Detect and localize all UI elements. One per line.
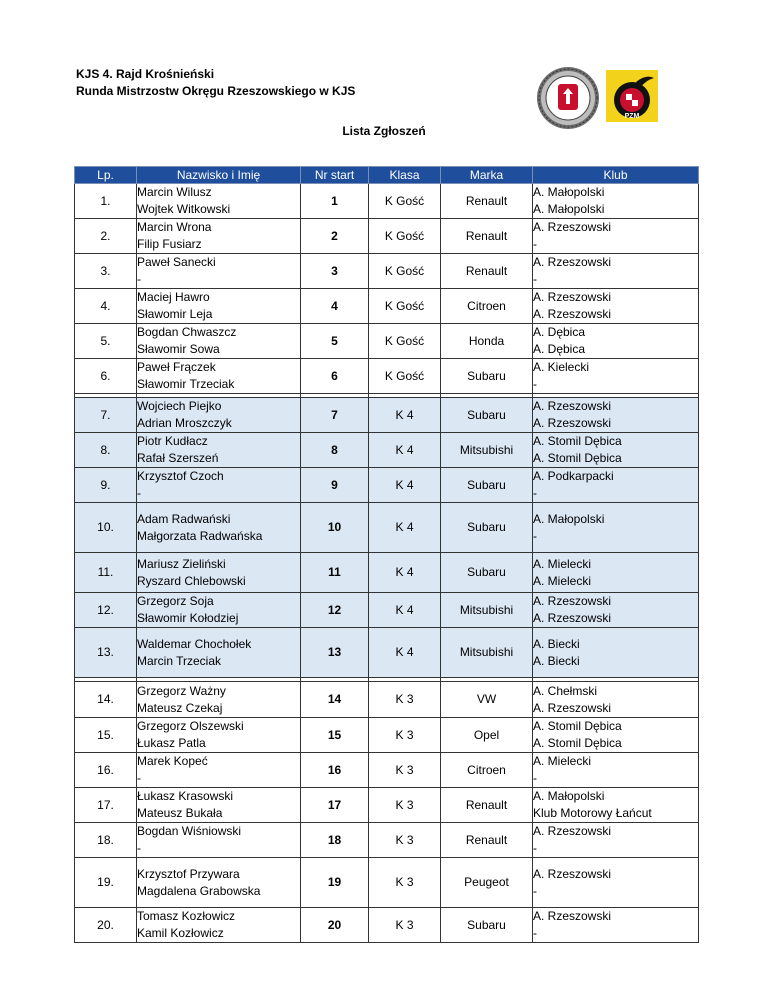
driver-name: - — [137, 486, 141, 500]
cell-klub — [533, 553, 699, 593]
cell-names — [137, 219, 301, 254]
cell-klasa: K 4 — [369, 433, 441, 468]
club-name: A. Małopolski — [533, 511, 605, 526]
cell-nr-start: 17 — [301, 788, 369, 823]
cell-klasa: K Gość — [369, 359, 441, 394]
cell-lp: 6. — [75, 359, 137, 394]
driver-name: Grzegorz Soja — [137, 594, 214, 608]
cell-klasa: K 3 — [369, 823, 441, 858]
cell-nr-start: 10 — [301, 503, 369, 553]
cell-klasa: K 3 — [369, 682, 441, 718]
table-row — [75, 753, 699, 788]
cell-nr-start: 13 — [301, 628, 369, 678]
table-row — [75, 254, 699, 289]
cell-klub — [533, 219, 699, 254]
cell-lp: 3. — [75, 254, 137, 289]
table-row — [75, 503, 699, 553]
cell-nr-start: 20 — [301, 908, 369, 943]
event-subtitle: Runda Mistrzostw Okręgu Rzeszowskiego w KJS — [76, 84, 356, 98]
cell-marka: Mitsubishi — [441, 593, 533, 628]
cell-lp: 16. — [75, 753, 137, 788]
club-name: A. Małopolski — [533, 185, 605, 199]
club-name: - — [533, 926, 537, 940]
cell-nr-start: 4 — [301, 289, 369, 324]
cell-klub — [533, 858, 699, 908]
cell-nr-start: 11 — [301, 553, 369, 593]
driver-name: Łukasz Patla — [137, 736, 206, 750]
driver-name: Sławomir Kołodziej — [137, 611, 239, 625]
cell-names — [137, 908, 301, 943]
cell-names — [137, 503, 301, 553]
club-name: - — [533, 237, 537, 251]
club-name: A. Rzeszowski — [533, 700, 612, 715]
club-name: A. Małopolski — [533, 202, 605, 216]
cell-klasa: K Gość — [369, 289, 441, 324]
cell-names — [137, 254, 301, 289]
column-header-marka: Marka — [441, 167, 533, 184]
driver-name: Bogdan Chwaszcz — [137, 325, 237, 339]
driver-name: Krzysztof Przywara — [137, 866, 240, 881]
cell-klasa: K 4 — [369, 468, 441, 503]
driver-name: Maciej Hawro — [137, 290, 210, 304]
cell-klasa: K 3 — [369, 753, 441, 788]
cell-klub — [533, 468, 699, 503]
cell-lp: 15. — [75, 718, 137, 753]
cell-nr-start: 1 — [301, 184, 369, 219]
driver-name: Paweł Sanecki — [137, 255, 216, 269]
club-name: - — [533, 771, 537, 785]
driver-name: Wojciech Piejko — [137, 399, 222, 413]
driver-name: Adrian Mroszczyk — [137, 416, 232, 430]
driver-name: Filip Fusiarz — [137, 237, 202, 251]
club-name: A. Mielecki — [533, 754, 592, 768]
cell-names — [137, 593, 301, 628]
club-name: A. Stomil Dębica — [533, 451, 622, 465]
cell-marka: Subaru — [441, 553, 533, 593]
cell-klub — [533, 682, 699, 718]
table-row — [75, 219, 699, 254]
cell-lp: 8. — [75, 433, 137, 468]
driver-name: Ryszard Chlebowski — [137, 573, 246, 588]
club-name: A. Rzeszowski — [533, 909, 612, 923]
club-name: A. Małopolski — [533, 789, 605, 803]
driver-name: Grzegorz Ważny — [137, 683, 226, 698]
cell-klasa: K 4 — [369, 398, 441, 433]
cell-lp: 19. — [75, 858, 137, 908]
driver-name: Marcin Wilusz — [137, 185, 212, 199]
cell-lp: 2. — [75, 219, 137, 254]
cell-klub — [533, 718, 699, 753]
cell-klub — [533, 433, 699, 468]
club-name: A. Dębica — [533, 325, 586, 339]
pzm-logo — [606, 70, 658, 122]
cell-nr-start: 6 — [301, 359, 369, 394]
club-name: - — [533, 377, 537, 391]
cell-names — [137, 823, 301, 858]
club-name: A. Stomil Dębica — [533, 719, 622, 733]
driver-name: Łukasz Krasowski — [137, 789, 234, 803]
column-header-klub: Klub — [533, 167, 699, 184]
cell-nr-start: 7 — [301, 398, 369, 433]
table-row — [75, 553, 699, 593]
cell-klub — [533, 823, 699, 858]
cell-names — [137, 289, 301, 324]
cell-marka: Subaru — [441, 398, 533, 433]
club-name: - — [533, 841, 537, 855]
driver-name: Rafał Szerszeń — [137, 451, 219, 465]
cell-nr-start: 15 — [301, 718, 369, 753]
driver-name: Bogdan Wiśniowski — [137, 824, 242, 838]
club-name: - — [533, 883, 537, 898]
driver-name: Adam Radwański — [137, 511, 231, 526]
club-emblem-logo — [536, 66, 600, 130]
cell-names — [137, 718, 301, 753]
cell-marka: Peugeot — [441, 858, 533, 908]
cell-klasa: K 4 — [369, 628, 441, 678]
column-header-klasa: Klasa — [369, 167, 441, 184]
cell-marka: Renault — [441, 254, 533, 289]
cell-lp: 12. — [75, 593, 137, 628]
club-name: - — [533, 486, 537, 500]
cell-names — [137, 682, 301, 718]
driver-name: Wojtek Witkowski — [137, 202, 231, 216]
club-name: Klub Motorowy Łańcut — [533, 806, 652, 820]
cell-klasa: K 3 — [369, 908, 441, 943]
cell-klub — [533, 289, 699, 324]
cell-marka: VW — [441, 682, 533, 718]
cell-nr-start: 18 — [301, 823, 369, 858]
cell-klasa: K 3 — [369, 788, 441, 823]
driver-name: Sławomir Leja — [137, 307, 213, 321]
driver-name: - — [137, 841, 141, 855]
cell-lp: 11. — [75, 553, 137, 593]
cell-klasa: K 3 — [369, 858, 441, 908]
cell-nr-start: 9 — [301, 468, 369, 503]
driver-name: - — [137, 771, 141, 785]
club-name: - — [533, 272, 537, 286]
cell-marka: Mitsubishi — [441, 628, 533, 678]
cell-nr-start: 3 — [301, 254, 369, 289]
driver-name: Sławomir Trzeciak — [137, 377, 235, 391]
driver-name: Paweł Frączek — [137, 360, 216, 374]
column-header-nr-start: Nr start — [301, 167, 369, 184]
cell-nr-start: 14 — [301, 682, 369, 718]
cell-nr-start: 5 — [301, 324, 369, 359]
cell-names — [137, 788, 301, 823]
driver-name: Waldemar Chochołek — [137, 636, 252, 651]
cell-lp: 17. — [75, 788, 137, 823]
cell-lp: 5. — [75, 324, 137, 359]
driver-name: Mariusz Zieliński — [137, 556, 226, 571]
club-name: A. Rzeszowski — [533, 416, 612, 430]
table-row — [75, 468, 699, 503]
club-name: A. Stomil Dębica — [533, 434, 622, 448]
cell-names — [137, 628, 301, 678]
cell-nr-start: 16 — [301, 753, 369, 788]
cell-names — [137, 324, 301, 359]
club-name: A. Dębica — [533, 342, 586, 356]
cell-marka: Mitsubishi — [441, 433, 533, 468]
cell-klub — [533, 753, 699, 788]
table-row — [75, 908, 699, 943]
club-name: A. Podkarpacki — [533, 469, 614, 483]
document-header — [76, 66, 355, 100]
club-name: A. Rzeszowski — [533, 824, 612, 838]
cell-marka: Subaru — [441, 503, 533, 553]
table-row — [75, 682, 699, 718]
cell-names — [137, 184, 301, 219]
cell-klasa: K 4 — [369, 553, 441, 593]
driver-name: Mateusz Bukała — [137, 806, 223, 820]
club-name: A. Rzeszowski — [533, 307, 612, 321]
cell-klasa: K 4 — [369, 593, 441, 628]
cell-marka: Subaru — [441, 468, 533, 503]
cell-nr-start: 2 — [301, 219, 369, 254]
cell-marka: Subaru — [441, 359, 533, 394]
cell-klub — [533, 788, 699, 823]
cell-lp: 4. — [75, 289, 137, 324]
cell-klasa: K Gość — [369, 184, 441, 219]
cell-marka: Subaru — [441, 908, 533, 943]
club-name: A. Rzeszowski — [533, 290, 612, 304]
column-header-lp: Lp. — [75, 167, 137, 184]
cell-lp: 18. — [75, 823, 137, 858]
driver-name: Marcin Trzeciak — [137, 653, 222, 668]
driver-name: Grzegorz Olszewski — [137, 719, 244, 733]
table-row — [75, 628, 699, 678]
table-header-row — [75, 167, 699, 184]
cell-lp: 20. — [75, 908, 137, 943]
cell-names — [137, 468, 301, 503]
cell-nr-start: 8 — [301, 433, 369, 468]
table-row — [75, 433, 699, 468]
cell-marka: Citroen — [441, 289, 533, 324]
cell-klub — [533, 908, 699, 943]
cell-klasa: K Gość — [369, 254, 441, 289]
cell-lp: 1. — [75, 184, 137, 219]
club-name: A. Rzeszowski — [533, 399, 612, 413]
cell-marka: Renault — [441, 184, 533, 219]
club-name: - — [533, 528, 537, 543]
cell-lp: 13. — [75, 628, 137, 678]
club-name: A. Rzeszowski — [533, 594, 612, 608]
table-row — [75, 289, 699, 324]
cell-marka: Renault — [441, 823, 533, 858]
driver-name: Mateusz Czekaj — [137, 700, 223, 715]
entries-body — [75, 184, 699, 943]
driver-name: Kamil Kozłowicz — [137, 926, 224, 940]
table-row — [75, 359, 699, 394]
cell-klub — [533, 398, 699, 433]
driver-name: Sławomir Sowa — [137, 342, 220, 356]
cell-names — [137, 433, 301, 468]
driver-name: - — [137, 272, 141, 286]
club-name: A. Rzeszowski — [533, 220, 612, 234]
cell-names — [137, 359, 301, 394]
event-title: KJS 4. Rajd Krośnieński — [76, 67, 215, 81]
cell-names — [137, 553, 301, 593]
cell-nr-start: 19 — [301, 858, 369, 908]
cell-klasa: K 3 — [369, 718, 441, 753]
cell-marka: Opel — [441, 718, 533, 753]
club-name: A. Rzeszowski — [533, 611, 612, 625]
club-name: A. Biecki — [533, 636, 580, 651]
club-name: A. Kielecki — [533, 360, 590, 374]
cell-lp: 9. — [75, 468, 137, 503]
list-title: Lista Zgłoszeń — [342, 124, 426, 138]
cell-klub — [533, 359, 699, 394]
cell-nr-start: 12 — [301, 593, 369, 628]
entries-table — [74, 166, 699, 943]
cell-klub — [533, 628, 699, 678]
table-row — [75, 593, 699, 628]
cell-marka: Renault — [441, 788, 533, 823]
cell-lp: 14. — [75, 682, 137, 718]
driver-name: Marek Kopeć — [137, 754, 208, 768]
cell-klasa: K 4 — [369, 503, 441, 553]
club-name: A. Rzeszowski — [533, 255, 612, 269]
driver-name: Piotr Kudłacz — [137, 434, 208, 448]
club-name: A. Chełmski — [533, 683, 598, 698]
club-name: A. Biecki — [533, 653, 580, 668]
driver-name: Marcin Wrona — [137, 220, 212, 234]
cell-marka: Citroen — [441, 753, 533, 788]
cell-klub — [533, 184, 699, 219]
table-row — [75, 184, 699, 219]
cell-names — [137, 858, 301, 908]
cell-names — [137, 753, 301, 788]
pzm-logo-text: PZM — [624, 113, 640, 120]
cell-lp: 7. — [75, 398, 137, 433]
table-row — [75, 823, 699, 858]
table-row — [75, 858, 699, 908]
cell-lp: 10. — [75, 503, 137, 553]
cell-marka: Honda — [441, 324, 533, 359]
driver-name: Małgorzata Radwańska — [137, 528, 263, 543]
driver-name: Tomasz Kozłowicz — [137, 909, 236, 923]
table-row — [75, 788, 699, 823]
cell-klasa: K Gość — [369, 219, 441, 254]
club-name: A. Mielecki — [533, 556, 592, 571]
table-row — [75, 398, 699, 433]
club-name: A. Rzeszowski — [533, 866, 612, 881]
cell-klub — [533, 593, 699, 628]
cell-klub — [533, 254, 699, 289]
club-name: A. Stomil Dębica — [533, 736, 622, 750]
column-header-names: Nazwisko i Imię — [137, 167, 301, 184]
cell-names — [137, 398, 301, 433]
cell-marka: Renault — [441, 219, 533, 254]
cell-klub — [533, 503, 699, 553]
cell-klub — [533, 324, 699, 359]
club-name: A. Mielecki — [533, 573, 592, 588]
cell-klasa: K Gość — [369, 324, 441, 359]
table-row — [75, 324, 699, 359]
table-row — [75, 718, 699, 753]
driver-name: Magdalena Grabowska — [137, 883, 261, 898]
driver-name: Krzysztof Czoch — [137, 469, 224, 483]
